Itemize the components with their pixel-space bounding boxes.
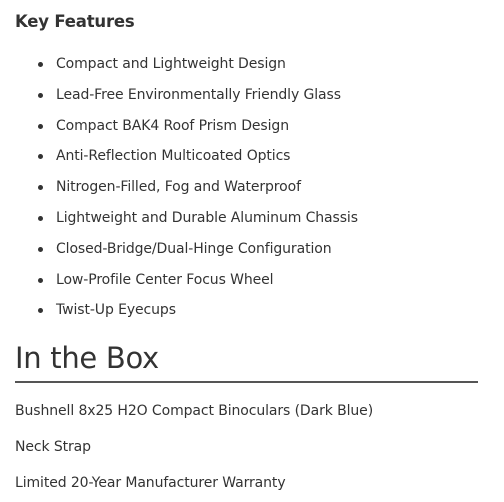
in-the-box-heading: In the Box: [15, 341, 159, 375]
bullet-icon: [38, 62, 43, 67]
bullet-icon: [38, 124, 43, 129]
feature-label: Low-Profile Center Focus Wheel: [56, 271, 274, 288]
feature-list-item: [0, 296, 358, 327]
feature-label: Lightweight and Durable Aluminum Chassis: [56, 209, 358, 226]
feature-label: Closed-Bridge/Dual-Hinge Configuration: [56, 240, 332, 257]
bullet-icon: [38, 278, 43, 283]
bullet-icon: [38, 308, 43, 313]
bullet-icon: [38, 216, 43, 221]
feature-label: Nitrogen-Filled, Fog and Waterproof: [56, 179, 301, 196]
bullet-icon: [38, 185, 43, 190]
bullet-icon: [38, 93, 43, 98]
feature-list-item: [0, 173, 358, 204]
key-features-list: [0, 50, 358, 327]
box-contents-item: Bushnell 8x25 H2O Compact Binoculars (Dark Blue): [15, 403, 374, 419]
feature-list-item: [0, 266, 358, 297]
box-contents-item: Neck Strap: [15, 439, 91, 455]
key-features-heading: Key Features: [15, 12, 135, 31]
bullet-icon: [38, 247, 43, 252]
feature-list-item: [0, 81, 358, 112]
feature-label: Lead-Free Environmentally Friendly Glass: [56, 86, 341, 103]
feature-list-item: [0, 235, 358, 266]
bullet-icon: [38, 154, 43, 159]
feature-list-item: [0, 142, 358, 173]
feature-label: Compact BAK4 Roof Prism Design: [56, 117, 289, 134]
feature-label: Compact and Lightweight Design: [56, 56, 286, 72]
box-contents-item: Limited 20-Year Manufacturer Warranty: [15, 475, 286, 491]
feature-label: Anti-Reflection Multicoated Optics: [56, 148, 291, 165]
section-divider: [15, 381, 478, 383]
feature-label: Twist-Up Eyecups: [56, 302, 176, 319]
feature-list-item: [0, 204, 358, 235]
feature-list-item: [0, 112, 358, 143]
feature-list-item: [0, 50, 358, 81]
